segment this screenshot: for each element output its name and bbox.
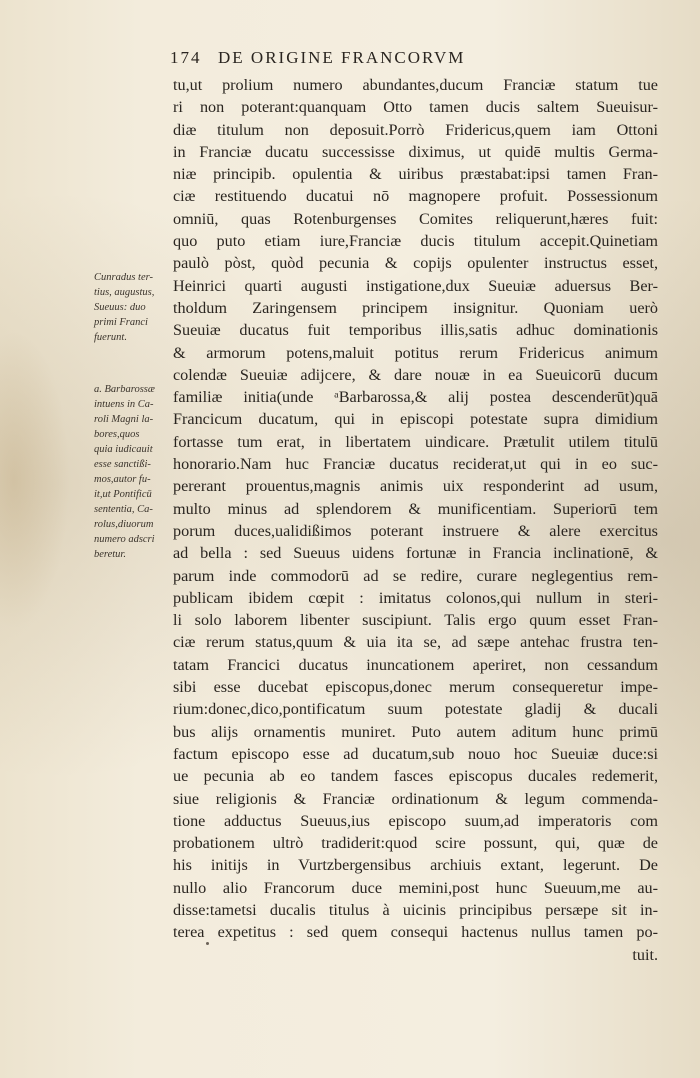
text-line: colendæ Sueuiæ adijcere, & dare nouæ in ea Sueuicorū ducum <box>173 365 658 384</box>
text-line: ri non poterant:quanquam Otto tamen ducis saltem Sueuisur- <box>173 98 658 117</box>
text-line: niæ principib. opulentia & uiribus præstabat:ipsi tamen Fran- <box>173 165 658 184</box>
text-line: porum duces,ualidißimos poterant instruere & alere exercitus <box>173 521 658 540</box>
text-line: in Franciæ ducatu successisse diximus, ut quidē multis Germa- <box>173 142 658 161</box>
text-line: tuit. <box>632 945 658 964</box>
margin-note-line: beretur. <box>94 549 126 560</box>
text-line: Sueuiæ ducatus fuit temporibus illis,satis adhuc dominationis <box>173 321 658 340</box>
margin-note-line: sententia, Ca- <box>94 504 153 515</box>
margin-note-cunradus <box>94 270 172 345</box>
text-line: pererant prouentus,magnis animis uix responderint ad usum, <box>173 477 658 496</box>
body-text <box>173 74 658 966</box>
text-line: multo minus ad splendorem & munificentiam. Superiorū tem <box>173 499 658 518</box>
text-line: tatam Francici ducatus inuncationem aperiret, non cessandum <box>173 655 658 674</box>
text-line: quo puto etiam iure,Franciæ ducis titulum accepit.Quinetiam <box>173 232 658 251</box>
ink-speck <box>206 942 209 945</box>
text-line: sibi esse ducebat episcopus,donec merum consequeretur impe- <box>173 678 658 697</box>
margin-note-line: a. Barbarossæ <box>94 384 155 395</box>
margin-note-line: it,ut Pontificū <box>94 489 152 500</box>
page-number: 174 <box>170 48 202 67</box>
text-line: diæ titulum non deposuit.Porrò Fridericus,quem iam Ottoni <box>173 120 658 139</box>
text-line: tu,ut prolium numero abundantes,ducum Franciæ statum tue <box>173 76 658 94</box>
margin-note-line: primi Franci <box>94 317 148 328</box>
margin-note-line: tius, augustus, <box>94 287 155 298</box>
margin-note-line: quia iudicauit <box>94 444 153 455</box>
margin-note-line: bores,quos <box>94 429 140 440</box>
text-line: nullo alio Francorum duce memini,post hunc Sueuum,me au- <box>173 878 658 897</box>
text-line: & armorum potens,maluit potitus rerum Fridericus animum <box>173 343 658 362</box>
page-header <box>170 48 590 72</box>
text-line: tione adductus Sueuus,ius episcopo suum,ad imperatoris com <box>173 811 658 830</box>
text-line: ciæ rerum status,quum & uia ita se, ad sæpe antehac frustra ten- <box>173 633 658 652</box>
running-head: DE ORIGINE FRANCORVM <box>218 48 466 67</box>
text-line: bus alijs ornamentis muniret. Puto autem aditum hunc primū <box>173 722 658 741</box>
text-line: parum inde commodorū ad se redire, curare neglegentius rem- <box>173 566 658 585</box>
text-line: honorario.Nam huc Franciæ ducatus reciderat,ut qui in eo suc- <box>173 455 658 474</box>
text-line: siue religionis & Franciæ ordinationum & legum commenda- <box>173 789 658 808</box>
margin-note-line: numero adscri <box>94 534 155 545</box>
margin-note-line: intuens in Ca- <box>94 399 154 410</box>
text-line: Heinrici quarti augusti instigatione,dux Sueuiæ aduersus Ber- <box>173 276 658 295</box>
text-line: omniū, quas Rotenburgenses Comites reliquerunt,hæres fuit: <box>173 209 658 228</box>
text-line: li solo laborem libenter suscipiunt. Talis ergo quum esset Fran- <box>173 611 658 630</box>
margin-note-barbarossa <box>94 382 172 562</box>
paper-stain <box>0 330 70 630</box>
text-line: factum episcopo esse ad ducatum,sub nouo hoc Sueuiæ duce:si <box>173 744 658 763</box>
text-line: publicam ibidem cœpit : imitatus colonos,qui nullum in steri- <box>173 588 658 607</box>
margin-note-line: fuerunt. <box>94 332 127 343</box>
margin-note-line: rolus,diuorum <box>94 519 154 530</box>
text-line: terea expetitus : sed quem consequi hactenus nullus tamen po- <box>173 923 658 942</box>
text-line: disse:tametsi ducalis titulus à uicinis principibus persæpe sit in- <box>173 900 658 919</box>
text-line: rium:donec,dico,pontificatum suum potestate gladij & ducali <box>173 700 658 719</box>
margin-note-line: Sueuus: duo <box>94 302 146 313</box>
text-line: probationem ultrò tradiderit:quod scire possunt, qui, quæ de <box>173 834 658 853</box>
text-line: familiæ initia(unde ᵃBarbarossa,& alij postea descenderūt)quā <box>173 388 658 407</box>
margin-note-line: mos,autor fu- <box>94 474 151 485</box>
text-line: ad bella : sed Sueuus uidens fortunæ in Francia inclinationē, & <box>173 544 658 563</box>
text-line: fortasse tum erat, in libertatem uindicare. Prætulit utilem titulū <box>173 432 658 451</box>
text-line: paulò pòst, quòd pecunia & copijs opulenter instructus esset, <box>173 254 658 273</box>
text-line: tholdum Zaringensem principem insignitur. Quoniam uerò <box>173 298 658 317</box>
text-line: Francicum ducatum, qui in episcopi potestate supra dimidium <box>173 410 658 429</box>
margin-note-line: roli Magni la- <box>94 414 154 425</box>
text-line: his initijs in Vurtzbergensibus archiuis extant, legerunt. De <box>173 856 658 875</box>
text-line: ciæ restituendo ducatui nō magnopere profuit. Possessionum <box>173 187 658 206</box>
margin-note-line: Cunradus ter- <box>94 272 154 283</box>
text-line: ue pecunia ab eo tandem fasces episcopus ducales redemerit, <box>173 767 658 786</box>
margin-note-line: esse sanctißi- <box>94 459 151 470</box>
